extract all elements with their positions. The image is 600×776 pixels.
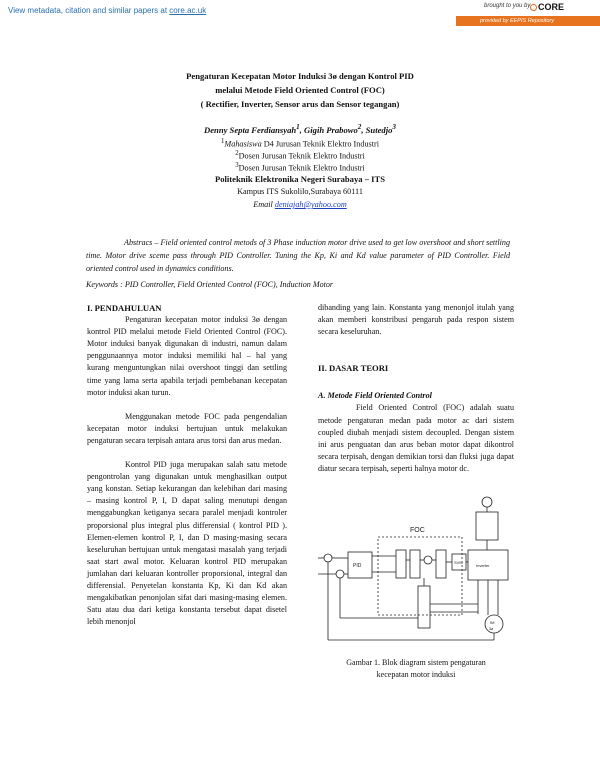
transform-block-3 xyxy=(436,550,446,578)
author-3: Sutedjo xyxy=(365,124,393,135)
provided-by-banner[interactable]: provided by EEPIS Repository xyxy=(456,16,600,26)
transform-block-1 xyxy=(396,550,406,578)
aff2-sup: 2 xyxy=(235,150,239,157)
sum-junction-2 xyxy=(336,570,344,578)
address: Kampus ITS Sukolilo,Surabaya 60111 xyxy=(237,187,363,196)
foc-label: FOC xyxy=(410,527,425,534)
aff1-dept: D4 Jurusan Teknik Elektro Industri xyxy=(261,139,380,149)
aff3-sup: 3 xyxy=(235,162,239,169)
paragraph-3: Kontrol PID juga merupakan salah satu metode pengontrolan yang digunakan untuk menghasilkan output yang konstan. Setiap kekurangan dan kelebihan dari masing – masing kontrol P, I, D dapat saling menutupi dengan menggabungkan ketiganya secara paralel menjadi kontroler proporsional plus integral plus differensial ( kontrol PID ). Elemen-elemen kontrol P, I, dan D masing-masing secara keseluruhan bertujuan untuk mengatasi masalah yang terjadi saat start awal motor. Keluaran kontrol PID merupakan jumlahan dari keluaran kontroller proporsional, integral dan differensial. Penyetelan konstanta Kp, Ki dan Kd akan mengakibatkan penonjolan sifat dari masing-masing elemen. Satu atau dua dari ketiga konstanta tersebut dapat disetel lebih menonjol xyxy=(87,460,287,627)
core-ring-icon xyxy=(530,4,537,11)
email-link[interactable]: deniajah@yahoo.com xyxy=(274,200,347,209)
block-diagram-svg xyxy=(318,494,514,644)
aff3-text: Dosen Jurusan Teknik Elektro Industri xyxy=(238,163,365,173)
paper-title-line3: ( Rectifier, Inverter, Sensor arus dan Sensor tegangan) xyxy=(200,99,400,109)
brought-by-text: brought to you by xyxy=(484,3,531,9)
author-list: Denny Septa Ferdiansyah$^1$, Gigih Prabowo$^2$, Sutedjo$^3$ xyxy=(204,123,396,135)
paragraph-continued: dibanding yang lain. Konstanta yang menonjol itulah yang akan memberi konstribusi pengaruh pada respon sistem secara keseluruhan. xyxy=(318,303,514,337)
core-link-prefix: View metadata, citation and similar papers at xyxy=(8,6,170,15)
pid-label: PID xyxy=(353,563,362,569)
core-link-text[interactable]: core.ac.uk xyxy=(169,6,207,15)
motor-phase-label: 3ø xyxy=(489,627,494,631)
block-diagram-figure xyxy=(318,494,514,644)
figure-caption xyxy=(318,657,514,681)
aff1-role: Mahasiswa xyxy=(224,139,262,149)
aff2-text: Dosen Jurusan Teknik Elektro Industri xyxy=(238,151,365,161)
author-1-sup: 1 xyxy=(296,123,300,131)
core-logo-text: CORE xyxy=(538,2,565,12)
author-3-sup: 3 xyxy=(392,123,396,131)
motor-label: IM xyxy=(490,620,495,625)
email-line xyxy=(0,199,600,211)
keywords: Keywords : PID Controller, Field Oriented Control (FOC), Induction Motor xyxy=(86,280,334,289)
right-column xyxy=(318,302,514,475)
section-heading-pendahuluan: I. PENDAHULUAN xyxy=(87,303,162,313)
institution: Politeknik Elektronika Negeri Surabaya – ITS xyxy=(214,174,386,184)
svm-label: SVM xyxy=(454,560,463,565)
core-header xyxy=(0,0,600,28)
paragraph-foc: Field Oriented Control (FOC) adalah suatu metode pengaturan medan pada motor ac dari sistem coupled diubah menjadi sistem decoupled. Dengan sistem ini arus penguatan dan arus beban motor dapat dikontrol secara terpisah, dengan demikian torsi dan fluksi juga dapat diatur secara terpisah, seperti halnya motor dc. xyxy=(318,403,514,473)
email-label: Email xyxy=(253,200,275,209)
sum-junction-1 xyxy=(324,554,332,562)
inverter-label: Inverter xyxy=(476,563,490,568)
author-2: Gigih Prabowo xyxy=(304,124,358,135)
author-2-sup: 2 xyxy=(357,123,362,131)
left-column xyxy=(87,302,287,628)
theta-junction xyxy=(424,556,432,564)
paper-title-line2: melalui Metode Field Oriented Control (FOC) xyxy=(215,85,385,95)
abstract: Abstracs – Field oriented control metods of 3 Phase induction motor drive used to get low overshoot and short settling time. Motor drive sceme pass through PID Controller. Tuning the Kp, Ki and Kd value parameter of PID Controller. Field oriented control used in dynamics conditions. xyxy=(86,238,510,273)
paragraph-1: Pengaturan kecepatan motor induksi 3ø dengan kontrol PID melalui metode Field Oriented Control (FOC). Motor induksi banyak digunakan di industri, namun dalam penggunaannya motor induksi memiliki hal – hal yang kurang menguntungkan nilai overshoot tinggi dan settling time yang lama serta apabila terjadi pembebanan kecepatan motor induksi akan turun. xyxy=(87,315,287,397)
estimator-block xyxy=(418,586,430,628)
author-1: Denny Septa Ferdiansyah xyxy=(204,124,297,135)
paper-title-line1: Pengaturan Kecepatan Motor Induksi 3ø dengan Kontrol PID xyxy=(186,71,414,81)
subsection-heading-foc: A. Metode Field Oriented Control xyxy=(318,391,432,401)
core-logo[interactable] xyxy=(530,2,564,12)
section-heading-dasar-teori: II. DASAR TEORI xyxy=(318,363,389,374)
paragraph-2: Menggunakan metode FOC pada pengendalian kecepatan motor induksi bertujuan untuk melakukan pengaturan secara terpisah antara arus torsi dan arus medan. xyxy=(87,411,287,445)
ac-source-icon xyxy=(482,497,492,507)
core-metadata-link[interactable] xyxy=(8,6,206,15)
rectifier-block xyxy=(476,512,498,540)
caption-line-1: Gambar 1. Blok diagram sistem pengaturan xyxy=(346,658,486,667)
caption-line-2: kecepatan motor induksi xyxy=(376,670,456,679)
transform-block-2 xyxy=(410,550,420,578)
aff1-sup: 1 xyxy=(220,138,225,145)
